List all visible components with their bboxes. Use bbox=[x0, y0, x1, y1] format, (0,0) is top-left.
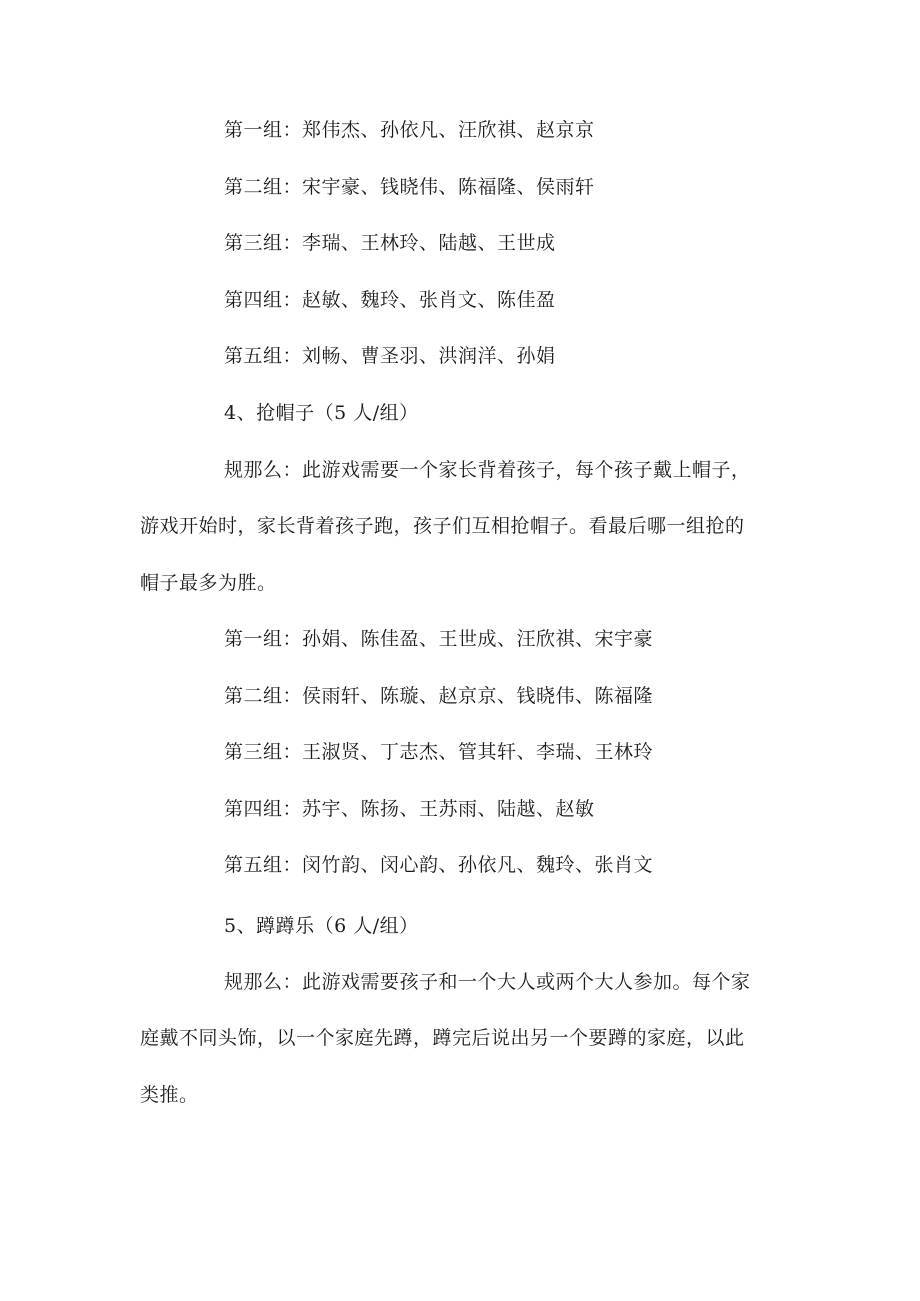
group-line: 第二组：宋宇豪、钱晓伟、陈福隆、侯雨轩 bbox=[224, 176, 595, 198]
group-line: 第四组：苏宇、陈扬、王苏雨、陆越、赵敏 bbox=[224, 798, 595, 820]
rule-paragraph-line: 规那么：此游戏需要孩子和一个大人或两个大人参加。每个家 bbox=[224, 971, 751, 993]
rule-paragraph-line: 类推。 bbox=[140, 1084, 199, 1106]
rule-paragraph-line: 帽子最多为胜。 bbox=[140, 572, 277, 594]
group-line: 第五组：刘畅、曹圣羽、洪润洋、孙娟 bbox=[224, 345, 556, 367]
group-line: 第三组：王淑贤、丁志杰、管其轩、李瑞、王林玲 bbox=[224, 741, 654, 763]
section-heading: 4、抢帽子（5 人/组） bbox=[224, 402, 419, 424]
section-heading: 5、蹲蹲乐（6 人/组） bbox=[224, 915, 419, 937]
rule-paragraph-line: 游戏开始时，家长背着孩子跑，孩子们互相抢帽子。看最后哪一组抢的 bbox=[140, 515, 745, 537]
rule-paragraph-line: 规那么：此游戏需要一个家长背着孩子，每个孩子戴上帽子， bbox=[224, 459, 751, 481]
group-line: 第三组：李瑞、王林玲、陆越、王世成 bbox=[224, 232, 556, 254]
group-line: 第五组：闵竹韵、闵心韵、孙依凡、魏玲、张肖文 bbox=[224, 854, 654, 876]
group-line: 第二组：侯雨轩、陈璇、赵京京、钱晓伟、陈福隆 bbox=[224, 685, 654, 707]
group-line: 第四组：赵敏、魏玲、张肖文、陈佳盈 bbox=[224, 289, 556, 311]
group-line: 第一组：孙娟、陈佳盈、王世成、汪欣祺、宋宇豪 bbox=[224, 628, 654, 650]
rule-paragraph-line: 庭戴不同头饰，以一个家庭先蹲，蹲完后说出另一个要蹲的家庭，以此 bbox=[140, 1027, 745, 1049]
group-line: 第一组：郑伟杰、孙依凡、汪欣祺、赵京京 bbox=[224, 119, 595, 141]
